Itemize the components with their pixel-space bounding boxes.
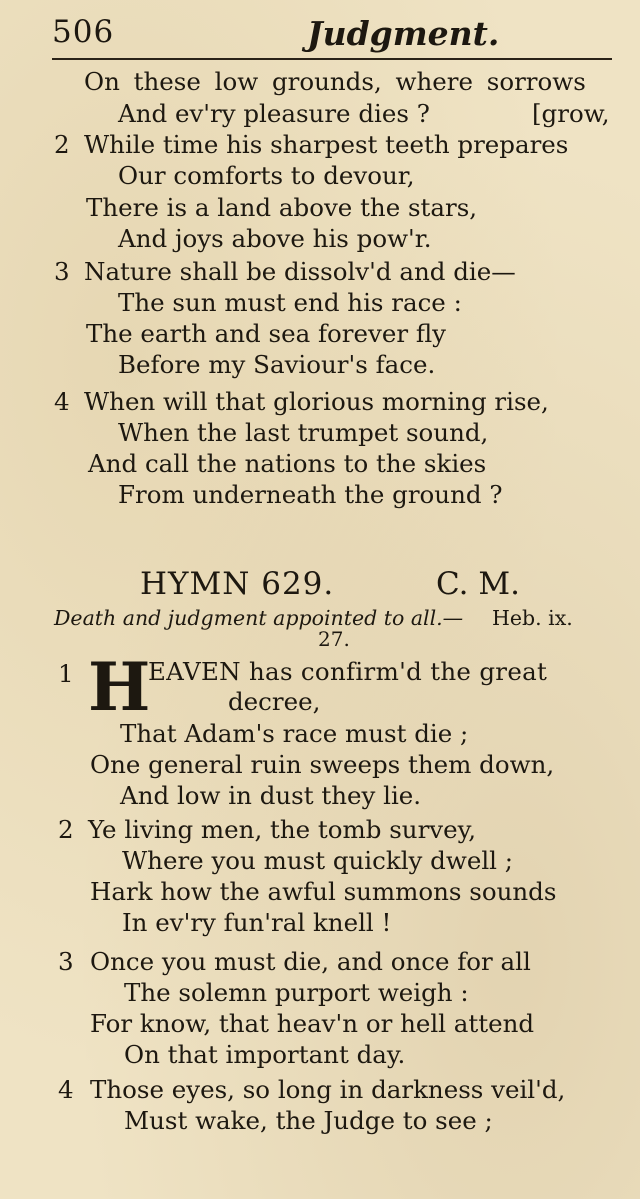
stanza-number: 4 <box>54 387 70 416</box>
verse-line: And call the nations to the skies <box>88 449 487 478</box>
scripture-reference: Heb. ix. <box>492 606 573 630</box>
verse-line: Our comforts to devour, <box>118 161 415 190</box>
scripture-reference-verse: 27. <box>318 627 350 651</box>
verse-line: There is a land above the stars, <box>86 193 478 222</box>
verse-line: That Adam's race must die ; <box>120 719 469 748</box>
verse-line: Must wake, the Judge to see ; <box>124 1106 493 1135</box>
verse-line: On these low grounds, where sorrows <box>84 67 586 96</box>
stanza-number: 4 <box>58 1075 74 1104</box>
running-head: Judgment. <box>307 14 500 53</box>
drop-cap: H <box>88 648 151 726</box>
page-header <box>52 12 612 58</box>
verse-line: The sun must end his race : <box>118 288 462 317</box>
verse-line: And low in dust they lie. <box>120 781 422 810</box>
hymn-meter: C. M. <box>436 566 520 602</box>
verse-line: From underneath the ground ? <box>118 480 503 509</box>
verse-line: Ye living men, the tomb survey, <box>88 815 477 844</box>
hymn-subtitle: Death and judgment appointed to all.— <box>54 606 464 630</box>
stanza-number: 3 <box>58 947 74 976</box>
verse-line: When the last trumpet sound, <box>118 418 489 447</box>
verse-line-turnover: [grow, <box>532 99 610 128</box>
verse-line: Before my Saviour's face. <box>118 350 436 379</box>
stanza-number: 2 <box>54 130 70 159</box>
verse-line: And ev'ry pleasure dies ? <box>118 99 430 128</box>
verse-line: Nature shall be dissolv'd and die— <box>84 257 516 286</box>
verse-line: EAVEN has confirm'd the great <box>148 657 548 686</box>
verse-line: On that important day. <box>124 1040 406 1069</box>
header-rule <box>52 58 612 60</box>
verse-line: decree, <box>228 687 321 716</box>
stanza-number: 2 <box>58 815 74 844</box>
verse-line: And joys above his pow'r. <box>118 224 432 253</box>
verse-line: The earth and sea forever fly <box>86 319 447 348</box>
stanza-number: 3 <box>54 257 70 286</box>
verse-line: Once you must die, and once for all <box>90 947 531 976</box>
page-number: 506 <box>52 14 115 50</box>
stanza-number: 1 <box>58 659 74 688</box>
verse-line: For know, that heav'n or hell attend <box>90 1009 535 1038</box>
verse-line: When will that glorious morning rise, <box>84 387 549 416</box>
verse-line: Those eyes, so long in darkness veil'd, <box>90 1075 566 1104</box>
verse-line: While time his sharpest teeth prepares <box>84 130 569 159</box>
hymn-title: HYMN 629. <box>140 566 335 602</box>
verse-line: Where you must quickly dwell ; <box>122 846 514 875</box>
verse-line: In ev'ry fun'ral knell ! <box>122 908 392 937</box>
verse-line: The solemn purport weigh : <box>124 978 469 1007</box>
verse-line: One general ruin sweeps them down, <box>90 750 555 779</box>
verse-line: Hark how the awful summons sounds <box>90 877 557 906</box>
